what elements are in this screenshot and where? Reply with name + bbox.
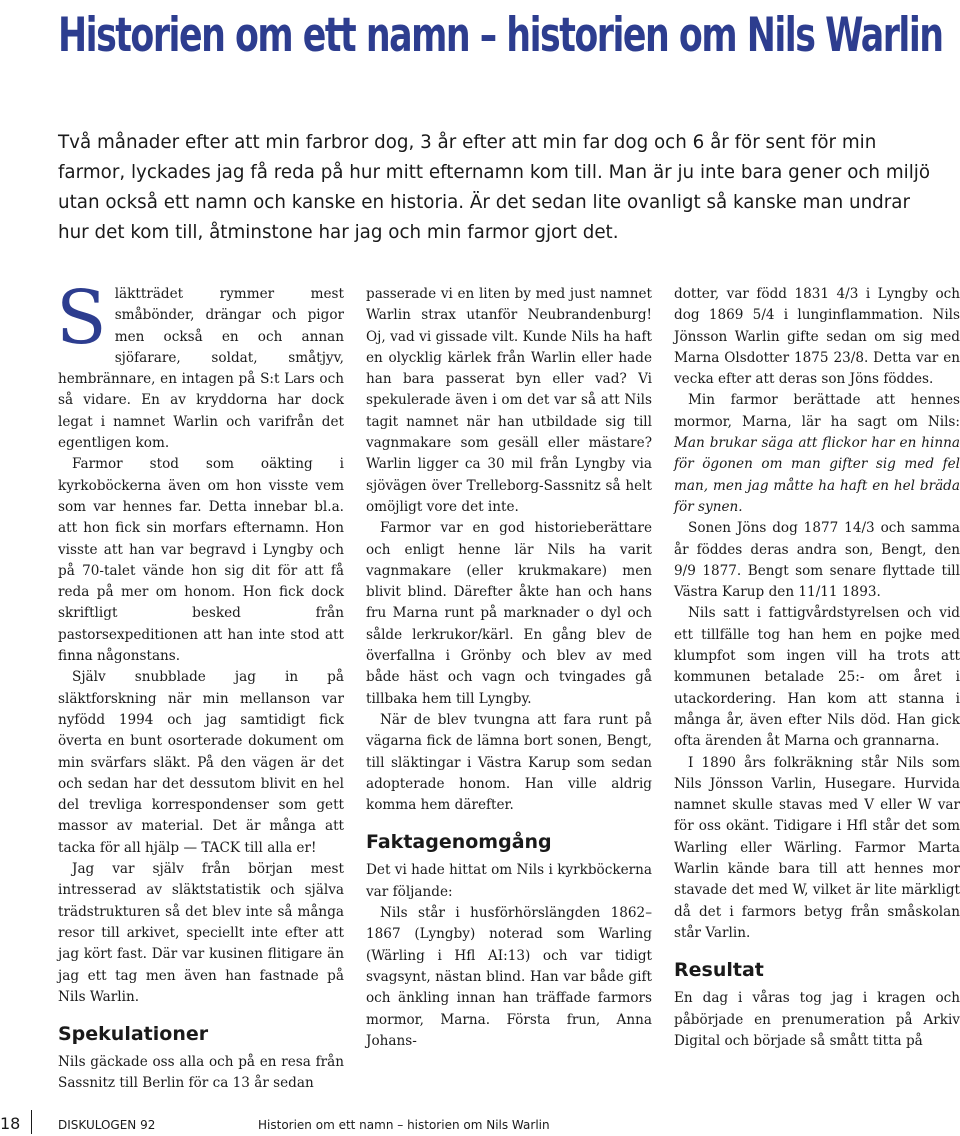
running-head: Historien om ett namn – historien om Nils Warlin <box>258 1118 550 1132</box>
footer-divider <box>31 1110 32 1134</box>
body-paragraph: dotter, var född 1831 4/3 i Lyngby och dog 1869 5/4 i lunginflammation. Nils Jönsson Warlin gifte sedan om sig med Marna Olsdotter 1875 23/8. Detta var en vecka efter att deras son Jöns föddes. <box>674 286 960 388</box>
magazine-name: DISKULOGEN 92 <box>58 1118 156 1132</box>
page-footer <box>0 1116 960 1136</box>
body-paragraph: Nils satt i fattigvårdstyrelsen och vid ett tillfälle tog han hem en pojke med klumpfot som ingen vill ha trots att kommunen betalade 25:- om året i utackordering. Han kom att stanna i många år, även efter Nils död. Han gick ofta ärenden åt Marna och grannarna. <box>674 605 960 750</box>
lead-paragraph: Två månader efter att min farbror dog, 3 år efter att min far dog och 6 år för sent för min farmor, lyckades jag få reda på hur mitt efternamn kom till. Man är ju inte bara gener och miljö utan också ett namn och kanske en historia. Är det sedan lite ovanligt så kanske man undrar hur det kom till, åtminstone har jag och min farmor gjort det. <box>58 132 931 243</box>
body-paragraph: passerade vi en liten by med just namnet Warlin strax utanför Neubrandenburg! Oj, vad vi gissade vilt. Kunde Nils ha haft en olycklig kärlek från Warlin eller hade han bara passerat byn eller vad? Vi spekulerade även i om det var så att Nils tagit namnet när han utbildade sig till vagnmakare som gesäll eller mästare? Warlin ligger ca 30 mil från Lyngby via sjövägen över Trelleborg-Sassnitz så helt omöjligt vore det inte. <box>366 286 652 515</box>
body-paragraph: När de blev tvungna att fara runt på vägarna fick de lämna bort sonen, Bengt, till släktingar i Västra Karup som sedan adopterade honom. Han ville aldrig komma hem därefter. <box>366 711 652 814</box>
drop-cap: S <box>56 275 107 361</box>
body-paragraph: Farmor var en god historieberättare och enligt henne lär Nils ha varit vagnmakare (eller krukmakare) men blivit blind. Därefter åkte han och hans fru Marna runt på marknader o dyl och sålde lerkrukor/kärl. En gång blev de överfallna i Grönby och blev av med både häst och vagn och tvingades gå tillbaka hem till Lyngby. <box>366 520 652 707</box>
body-paragraph: Jag var själv från början mest intresserad av släktstatistik och själva trädstrukturen så det blev inte så många resor till arkivet, speciellt inte efter att jag kört fast. Där var kusinen flitigare än jag ett tag men även han fastnade på Nils Warlin. <box>58 861 344 1005</box>
section-heading-resultat: Resultat <box>674 959 764 982</box>
body-paragraph: Nils gäckade oss alla och på en resa från Sassnitz till Berlin för ca 13 år sedan <box>58 1054 344 1092</box>
body-paragraph: Själv snubblade jag in på släktforskning när min mellanson var nyfödd 1994 och jag samtidigt fick överta en bunt osorterade dokument om min svärfars släkt. På den vägen är det och sedan har det dessutom blivit en hel del trevliga korrespondenser som gett massor av material. Det är många att tacka för all hjälp — TACK till alla er! <box>58 669 344 856</box>
body-paragraph: En dag i våras tog jag i kragen och påbörjade en prenumeration på Arkiv Digital och började så smått titta på <box>674 990 960 1049</box>
body-text: läktträdet rymmer mest småbönder, drängar och pigor men också en och annan sjöfarare, soldat, småtjyv, hembrännare, en intagen på S:t Lars och så vidare. En av kryddorna har dock legat i namnet Warlin och varifrån det egentligen kom. <box>58 286 344 452</box>
article-title: Historien om ett namn – historien om Nils Warlin <box>58 8 943 63</box>
body-paragraph: Farmor stod som oäkting i kyrkoböckerna även om hon visste vem som var hennes far. Detta innebar bl.a. att hon fick sin morfars efternamn. Hon visste att han var begravd i Lyngby och på 70-talet vände hon sig dit för att få reda på mer om honom. Hon fick dock skriftligt besked från pastorsexpeditionen att han inte stod att finna någonstans. <box>58 456 344 665</box>
quote-text: Man brukar säga att flickor har en hinna för ögonen om man gifter sig med fel man, men jag måtte ha haft en hel bräda för synen. <box>674 435 960 515</box>
body-paragraph: Nils står i husförhörslängden 1862–1867 (Lyngby) noterad som Warling (Wärling i Hfl AI:13) och var tidigt svagsynt, nästan blind. Han var både gift och änkling innan han träffade farmors mormor, Marna. Första frun, Anna Johans- <box>366 905 652 1049</box>
section-heading-spekulationer: Spekulationer <box>58 1023 209 1046</box>
column-1 <box>56 275 344 1095</box>
section-heading-faktagenomgang: Faktagenomgång <box>366 831 552 854</box>
body-paragraph: Sonen Jöns dog 1877 14/3 och samma år föddes deras andra son, Bengt, den 9/9 1877. Bengt som senare flyttade till Västra Karup den 11/11 1893. <box>674 520 960 601</box>
intro-paragraph <box>56 275 344 454</box>
body-text: Min farmor berättade att hennes mormor, Marna, lär ha sagt om Nils: <box>674 392 960 430</box>
body-paragraph <box>674 390 960 518</box>
column-3 <box>674 284 960 1052</box>
body-paragraph: Det vi hade hittat om Nils i kyrkböckerna var följande: <box>366 862 652 900</box>
page-number: 18 <box>0 1114 21 1133</box>
body-paragraph: I 1890 års folkräkning står Nils som Nils Jönsson Varlin, Husegare. Hurvida namnet skulle stavas med V eller W var för oss okänt. Tidigare i Hfl står det som Warling eller Wärling. Farmor Marta Warlin kände bara till att hennes mor stavade det med W, vilket är lite märkligt då det i farmors betyg från småskolan står Varlin. <box>674 754 960 941</box>
column-2 <box>366 284 652 1052</box>
